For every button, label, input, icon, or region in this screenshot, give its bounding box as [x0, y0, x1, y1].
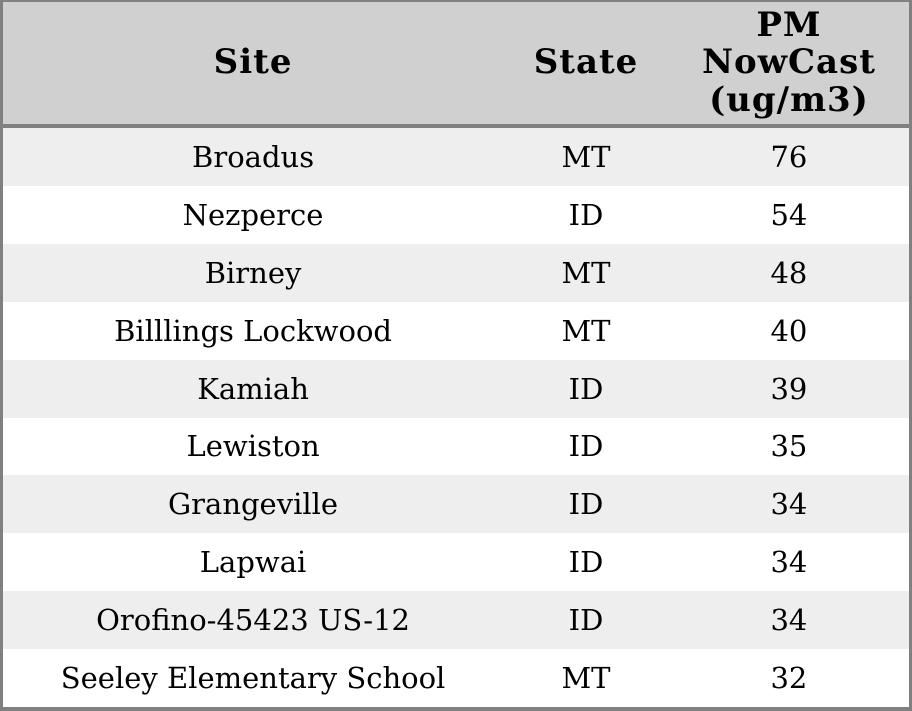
state-cell: ID — [568, 429, 604, 464]
site-cell: Billlings Lockwood — [114, 313, 392, 348]
column-header-pm-nowcast-label: PM NowCast (ug/m3) — [701, 4, 876, 120]
table-row — [3, 475, 909, 533]
pm-nowcast-cell: 39 — [770, 371, 808, 406]
pm-nowcast-cell: 34 — [770, 487, 808, 522]
pm-nowcast-cell: 48 — [770, 255, 808, 290]
column-header-site-label: Site — [213, 42, 293, 83]
state-cell: MT — [561, 661, 611, 696]
site-cell: Nezperce — [182, 197, 324, 232]
table-row — [3, 302, 909, 360]
site-cell: Broadus — [192, 139, 315, 174]
pm-nowcast-cell: 76 — [770, 139, 808, 174]
site-cell: Birney — [204, 255, 302, 290]
state-cell: ID — [568, 371, 604, 406]
state-cell: ID — [568, 197, 604, 232]
pm-nowcast-cell: 54 — [770, 197, 808, 232]
table-row — [3, 649, 909, 707]
state-cell: ID — [568, 545, 604, 580]
site-cell: Lewiston — [186, 429, 320, 464]
table-row — [3, 418, 909, 476]
state-cell: ID — [568, 487, 604, 522]
state-cell: MT — [561, 313, 611, 348]
pm-nowcast-cell: 34 — [770, 545, 808, 580]
state-cell: MT — [561, 255, 611, 290]
state-cell: MT — [561, 139, 611, 174]
table-header-row — [3, 2, 909, 128]
table-row — [3, 591, 909, 649]
pm-nowcast-cell: 40 — [770, 313, 808, 348]
table-row — [3, 244, 909, 302]
pm-nowcast-cell: 34 — [770, 603, 808, 638]
site-cell: Seeley Elementary School — [60, 661, 446, 696]
site-cell: Grangeville — [168, 487, 339, 522]
state-cell: ID — [568, 603, 604, 638]
pm-nowcast-cell: 35 — [770, 429, 808, 464]
column-header-state-label: State — [533, 42, 639, 83]
table-row — [3, 360, 909, 418]
pm-nowcast-cell: 32 — [770, 661, 808, 696]
table-row — [3, 186, 909, 244]
site-cell: Kamiah — [197, 371, 309, 406]
column-header-pm-nowcast — [669, 2, 909, 124]
site-cell: Orofino-45423 US-12 — [96, 603, 411, 638]
table-row — [3, 533, 909, 591]
table-body — [3, 128, 909, 707]
table-row — [3, 128, 909, 186]
column-header-state — [503, 2, 669, 124]
column-header-site — [3, 2, 503, 124]
site-cell: Lapwai — [199, 545, 307, 580]
